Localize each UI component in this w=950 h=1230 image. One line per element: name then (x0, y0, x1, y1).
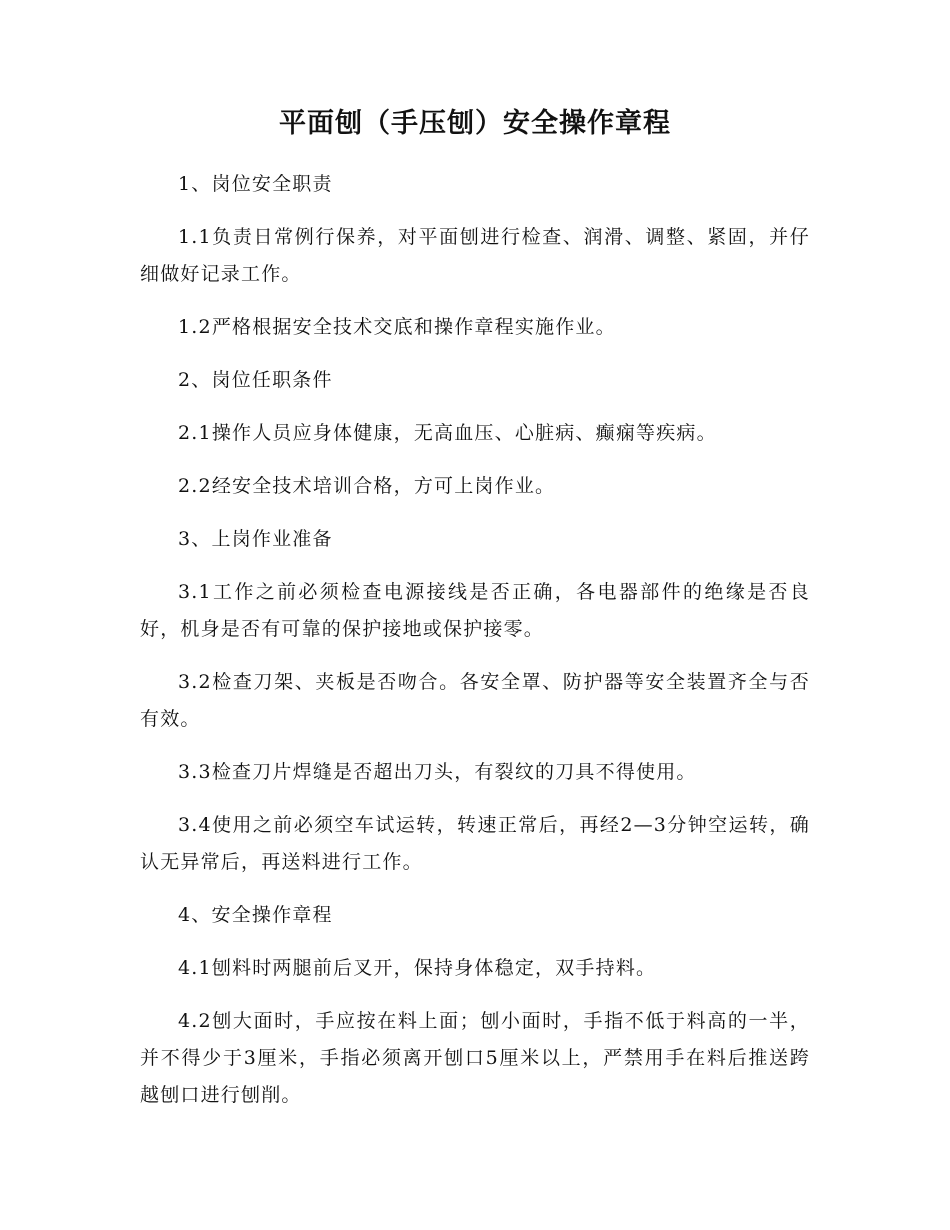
section-heading: 1、岗位安全职责 (178, 173, 333, 195)
paragraph: 2.1操作人员应身体健康，无高血压、心脏病、癫痫等疾病。 (178, 422, 717, 444)
paragraph: 3.4使用之前必须空车试运转，转速正常后，再经2—3分钟空运转，确认无异常后，再送料进行工作。 (140, 814, 810, 873)
paragraph: 3.1工作之前必须检查电源接线是否正确，各电器部件的绝缘是否良好，机身是否有可靠的保护接地或保护接零。 (140, 581, 810, 640)
section-heading: 2、岗位任职条件 (178, 369, 333, 391)
section-heading: 4、安全操作章程 (178, 904, 333, 926)
paragraph: 3.3检查刀片焊缝是否超出刀头，有裂纹的刀具不得使用。 (178, 761, 697, 783)
paragraph: 1.1负责日常例行保养，对平面刨进行检查、润滑、调整、紧固，并仔细做好记录工作。 (140, 226, 810, 285)
section-heading: 3、上岗作业准备 (178, 528, 333, 550)
paragraph: 4.2刨大面时，手应按在料上面；刨小面时，手指不低于料高的一半，并不得少于3厘米，手指必须离开刨口5厘米以上，严禁用手在料后推送跨越刨口进行刨削。 (140, 1010, 810, 1106)
paragraph: 2.2经安全技术培训合格，方可上岗作业。 (178, 475, 556, 497)
paragraph: 3.2检查刀架、夹板是否吻合。各安全罩、防护器等安全装置齐全与否有效。 (140, 671, 810, 730)
paragraph: 4.1刨料时两腿前后叉开，保持身体稳定，双手持料。 (178, 957, 657, 979)
paragraph: 1.2严格根据安全技术交底和操作章程实施作业。 (178, 316, 616, 338)
document-title: 平面刨（手压刨）安全操作章程 (279, 108, 671, 139)
